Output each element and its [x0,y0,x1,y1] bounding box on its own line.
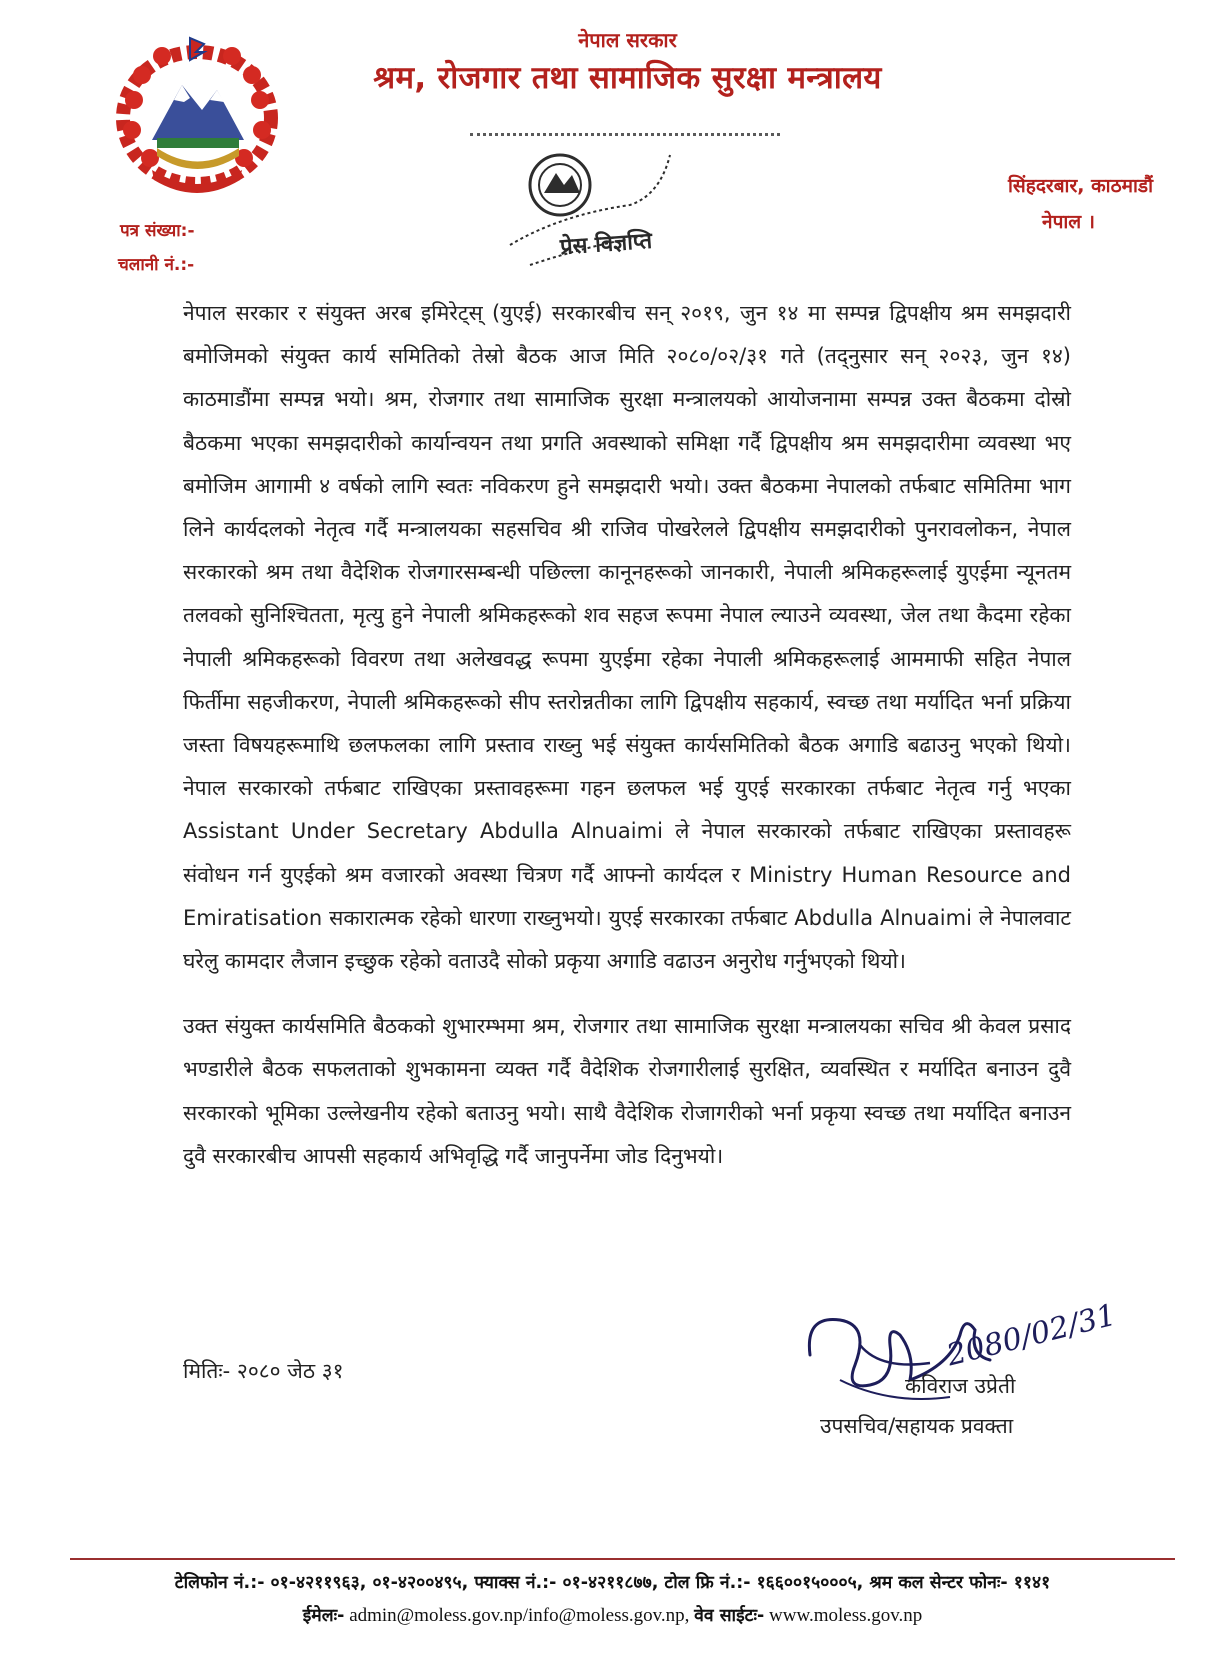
dispatch-number-label: चलानी नं.:- [118,255,195,275]
footer-contacts: टेलिफोन नं.:- ०१-४२११९६३, ०१-४२००४९५, फ्याक्स नं.:- ०१-४२११८७७, टोल फ्रि नं.:- १६६००१५०००५, श्रम कल सेन्टर फोनः- ११४१ [174,1573,1051,1593]
office-address: सिंहदरबार, काठमाडौं [1007,175,1153,197]
body-paragraph-2: उक्त संयुक्त कार्यसमिति बैठकको शुभारम्भमा श्रम, रोजगार तथा सामाजिक सुरक्षा मन्त्रालयका सचिव श्री केवल प्रसाद भण्डारीले बैठक सफलताको शुभकामना व्यक्त गर्दै वैदेशिक रोजगारीलाई सुरक्षित, व्यवस्थित र मर्यादित बनाउन दुवै सरकारको भूमिका उल्लेखनीय रहेको बताउनु भयो। साथै वैदेशिक रोजागरीको भर्ना प्रकृया स्वच्छ तथा मर्यादित बनाउन दुवै सरकारबीच आपसी सहकार्य अभिवृद्धि गर्दै जानुपर्नेमा जोड दिनुभयो। [183,1014,1071,1168]
release-date: मितिः- २०८० जेठ ३१ [183,1359,344,1383]
stamp-label: प्रेस विज्ञप्ति [559,228,653,261]
body-paragraph-1: नेपाल सरकार र संयुक्त अरब इमिरेट्स् (युएई) सरकारबीच सन् २०१९, जुन १४ मा सम्पन्न द्विपक्षीय श्रम समझदारी बमोजिमको संयुक्त कार्य समितिको तेस्रो बैठक आज मिति २०८०/०२/३१ गते (तद्नुसार सन् २०२३, जुन १४) काठमाडौंमा सम्पन्न भयो। श्रम, रोजगार तथा सामाजिक सुरक्षा मन्त्रालयको आयोजनामा सम्पन्न उक्त बैठकमा दोस्रो बैठकमा भएका समझदारीको कार्यान्वयन तथा प्रगति अवस्थाको समिक्षा गर्दै द्विपक्षीय श्रम समझदारीमा व्यवस्था भए बमोजिम आगामी ४ वर्षको लागि स्वतः नविकरण हुने समझदारी भयो। उक्त बैठकमा नेपालको तर्फबाट समितिमा भाग लिने कार्यदलको नेतृत्व गर्दै मन्त्रालयका सहसचिव श्री राजिव पोखरेलले द्विपक्षीय समझदारीको पुनरावलोकन, नेपाल सरकारको श्रम तथा वैदेशिक रोजगारसम्बन्धी पछिल्ला कानूनहरूको जानकारी, नेपाली श्रमिकहरूलाई युएईमा न्यूनतम तलवको सुनिश्चितता, मृत्यु हुने नेपाली श्रमिकहरूको शव सहज रूपमा नेपाल ल्याउने व्यवस्था, जेल तथा कैदमा रहेका नेपाली श्रमिकहरूको विवरण तथा अलेखवद्ध रूपमा युएईमा रहेका नेपाली श्रमिकहरूलाई आममाफी सहित नेपाल फिर्तीमा सहजीकरण, नेपाली श्रमिकहरूको सीप स्तरोन्नतीका लागि द्विपक्षीय सहकार्य, स्वच्छ तथा मर्यादित भर्ना प्रक्रिया जस्ता विषयहरूमाथि छलफलका लागि प्रस्ताव राख्नु भई संयुक्त कार्यसमितिको बैठक अगाडि बढाउनु भएको थियो। नेपाल सरकारको तर्फबाट राखिएका प्रस्तावहरूमा गहन छलफल भई युएई सरकारका तर्फबाट नेतृत्व गर्नु भएका Assistant Under Secretary Abdulla Alnuaimi ले नेपाल सरकारको तर्फबाट राखिएका प्रस्तावहरू संवोधन गर्न युएईको श्रम वजारको अवस्था चित्रण गर्दै आफ्नो कार्यदल र Ministry Human Resource and Emiratisation सकारात्मक रहेको धारणा राख्नुभयो। युएई सरकारका तर्फबाट Abdulla Alnuaimi ले नेपालवाट घरेलु कामदार लैजान इच्छुक रहेको वताउदै सोको प्रकृया अगाडि वढाउन अनुरोध गर्नुभएको थियो। [183,301,1072,974]
website-link[interactable]: www.moless.gov.np [769,1605,923,1626]
government-name: नेपाल सरकार [578,28,677,52]
footer-web-line [0,1603,1225,1627]
ministry-name: श्रम, रोजगार तथा सामाजिक सुरक्षा मन्त्रालय [373,60,882,96]
office-country: नेपाल । [1042,211,1095,233]
website-label: वेव साईटः- [694,1606,765,1626]
email-link[interactable]: admin@moless.gov.np/info@moless.gov.np, [349,1605,690,1626]
signer-title: उपसचिव/सहायक प्रवक्ता [820,1414,1014,1438]
signer-name: कविराज उप्रेती [905,1374,1016,1398]
email-label: ईमेलः- [302,1606,345,1626]
signature-date: 2080/02/31 [943,1297,1120,1374]
footer-divider [70,1558,1175,1560]
press-release-body [183,292,1071,1178]
letter-number-label: पत्र संख्या:- [120,221,195,241]
